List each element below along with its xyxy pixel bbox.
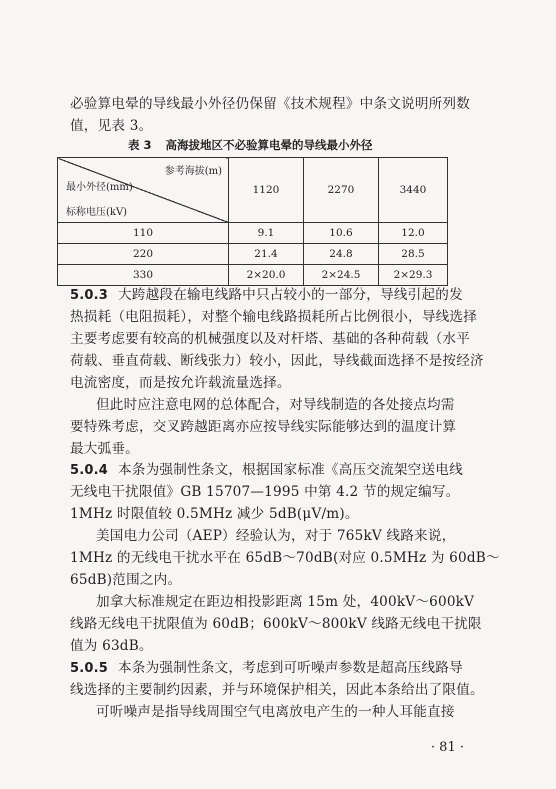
- altitude-header: 2270: [304, 158, 379, 223]
- paragraph-line: 值，见表 3。: [70, 118, 153, 134]
- value-cell: 9.1: [229, 223, 304, 244]
- value-cell: 21.4: [229, 244, 304, 265]
- section-text: 本条为强制性条文，考虑到可听噪声参数是超高压线路导: [118, 660, 463, 676]
- altitude-header: 1120: [229, 158, 304, 223]
- paragraph-line: 65dB)范围之内。: [70, 572, 182, 588]
- section-text: 大跨越段在输电线路中只占较小的一部分，导线引起的发: [118, 287, 463, 303]
- value-cell: 2×20.0: [229, 265, 304, 286]
- paragraph-line: 无线电干扰限值》GB 15707—1995 中第 4.2 节的规定编写。: [70, 484, 460, 500]
- paragraph-line: 可听噪声是指导线周围空气电离放电产生的一种人耳能直接: [96, 704, 455, 720]
- table-caption: [128, 137, 373, 153]
- value-cell: 12.0: [379, 223, 448, 244]
- header-diameter: 最小外径(mm): [66, 182, 133, 193]
- paragraph-line: 荷载、垂直荷载、断线张力）较小，因此，导线截面选择不是按经济: [70, 353, 484, 369]
- paragraph-line: 必验算电晕的导线最小外径仍保留《技术规程》中条文说明所列数: [70, 96, 471, 112]
- paragraph-line: 最大弧垂。: [70, 441, 139, 457]
- section-number: 5.0.5: [70, 661, 109, 676]
- value-cell: 10.6: [304, 223, 379, 244]
- section-number: 5.0.3: [70, 288, 109, 303]
- section-text: 本条为强制性条文，根据国家标准《高压交流架空送电线: [118, 462, 463, 478]
- value-cell: 28.5: [379, 244, 448, 265]
- table-title: 高海拔地区不必验算电晕的导线最小外径: [165, 138, 373, 152]
- paragraph-line: 电流密度，而是按允许载流量选择。: [70, 375, 291, 391]
- altitude-header: 3440: [379, 158, 448, 223]
- voltage-cell: 220: [58, 244, 229, 265]
- section-5-0-5-line: [70, 659, 463, 678]
- paragraph-line: 线选择的主要制约因素，并与环境保护相关，因此本条给出了限值。: [70, 682, 484, 698]
- table-number: 表 3: [128, 138, 152, 152]
- header-voltage: 标称电压(kV): [66, 207, 128, 218]
- paragraph-line: 要特殊考虑，交叉跨越距离亦应按导线实际能够达到的温度计算: [70, 419, 457, 435]
- paragraph-line: 加拿大标准规定在距边相投影距离 15m 处，400kV～600kV: [96, 594, 475, 610]
- table-row: [58, 223, 448, 244]
- diagonal-header-cell: [58, 158, 229, 223]
- value-cell: 2×29.3: [379, 265, 448, 286]
- section-number: 5.0.4: [70, 463, 109, 478]
- section-5-0-4-line: [70, 461, 463, 480]
- page-number: · 81 ·: [430, 740, 464, 755]
- paragraph-line: 美国电力公司（AEP）经验认为，对于 765kV 线路来说，: [96, 528, 456, 544]
- voltage-cell: 110: [58, 223, 229, 244]
- value-cell: 2×24.5: [304, 265, 379, 286]
- paragraph-line: 主要考虑要有较高的机械强度以及对杆塔、基础的各种荷载（水平: [70, 331, 471, 347]
- table-header-row: [58, 158, 448, 223]
- paragraph-line: 1MHz 时限值较 0.5MHz 减少 5dB(μV/m)。: [70, 506, 359, 522]
- table-row: [58, 244, 448, 265]
- paragraph-line: 但此时应注意电网的总体配合，对导线制造的各处接点均需: [96, 397, 455, 413]
- value-cell: 24.8: [304, 244, 379, 265]
- paragraph-line: 值为 63dB。: [70, 638, 153, 654]
- paragraph-line: 线路无线电干扰限值为 60dB；600kV～800kV 线路无线电干扰限: [70, 616, 482, 632]
- paragraph-line: 热损耗（电阻损耗），对整个输电线路损耗所占比例很小，导线选择: [70, 309, 478, 325]
- diameter-table: [57, 157, 448, 286]
- section-5-0-3-line: [70, 286, 463, 305]
- voltage-cell: 330: [58, 265, 229, 286]
- header-altitude: 参考海拔(m): [164, 166, 222, 177]
- paragraph-line: 1MHz 的无线电干扰水平在 65dB～70dB(对应 0.5MHz 为 60dB～: [70, 550, 500, 566]
- table-row: [58, 265, 448, 286]
